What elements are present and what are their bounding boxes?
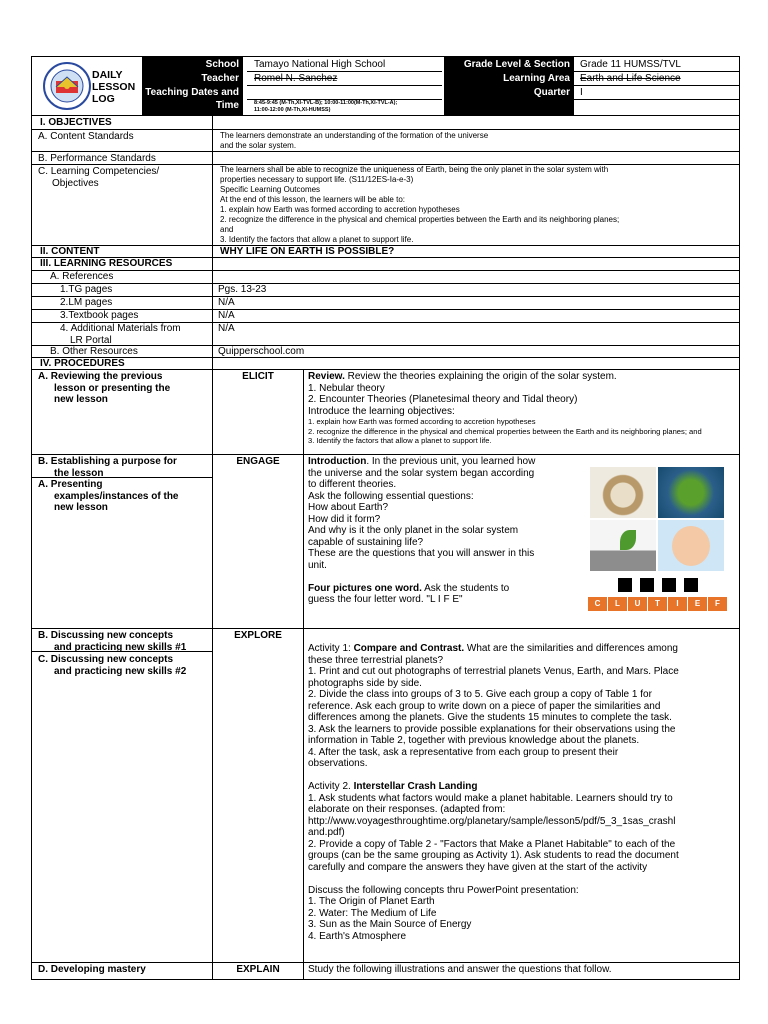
content-value: WHY LIFE ON EARTH IS POSSIBLE?	[220, 246, 395, 257]
learning-area-label: Learning Area	[503, 73, 570, 84]
letter-tile: T	[648, 597, 667, 611]
tg-pages-value: Pgs. 13-23	[218, 284, 267, 295]
explore-phase: EXPLORE	[234, 630, 282, 641]
daily-lesson-log-title: DAILY LESSON LOG	[92, 69, 136, 105]
engage-phase: ENGAGE	[236, 456, 280, 467]
letter-tile: E	[688, 597, 707, 611]
header-right-labels	[444, 57, 574, 115]
additional-materials-value: N/A	[218, 323, 235, 334]
lesson-log-table	[31, 56, 740, 980]
procedure-c-label: B. Discussing new concepts and practicing new skills #1	[38, 630, 187, 653]
references-label: A. References	[50, 271, 114, 282]
teaching-dates-label: Teaching Dates and	[145, 87, 239, 98]
textbook-pages-label: 3.Textbook pages	[60, 310, 139, 321]
school-value: Tamayo National High School	[254, 59, 386, 70]
letter-tile: C	[588, 597, 607, 611]
procedure-b2-label: A. Presenting examples/instances of the new lesson	[38, 479, 179, 513]
learning-competencies-label: C. Learning Competencies/ Objectives	[38, 166, 160, 189]
explain-phase: EXPLAIN	[236, 964, 280, 975]
elicit-content: Review. Review the theories explaining the origin of the solar system. 1. Nebular theory 2. Encounter Theories (Planetesimal theory and Tidal theory) Introduce the learning objectives: 1. explain how Earth was formed according to accretion hypotheses 2. recognize the difference in the physical and chemical properties between the Earth and its neighboring planes; and 3. Identify the factors that allow a planet to support life.	[308, 371, 702, 446]
letter-tile: U	[628, 597, 647, 611]
nest-image	[590, 467, 656, 518]
learning-competencies-value: The learners shall be able to recognize the uniqueness of Earth, being the only planet in the solar system with properties necessary to support life. (S11/12ES-Ia-e-3) Specific Learning Outcomes At the end of this lesson, the learners will be able to: 1. explain how Earth was formed according to accretion hypotheses 2. recognize the difference in the physical and chemical properties between the Earth and its neighboring planes; and 3. Identify the factors that allow a planet to support life.	[220, 165, 620, 244]
letter-tile: L	[608, 597, 627, 611]
content-label: II. CONTENT	[40, 246, 100, 257]
school-label: School	[205, 59, 239, 70]
time-label: Time	[215, 100, 239, 111]
teaching-dates-value: 8:45-9:45 (M-Th,XI-TVL-B); 10:00-11:00(M-Th,XI-TVL-A); 11:00-12:00 (M-Th,XI-HUMSS)	[254, 100, 398, 113]
procedures-heading: IV. PROCEDURES	[40, 358, 125, 369]
performance-standards-label: B. Performance Standards	[38, 153, 156, 164]
procedure-a-label: A. Reviewing the previous lesson or presenting the new lesson	[38, 371, 171, 405]
header-left-labels	[142, 57, 243, 115]
explain-content: Study the following illustrations and answer the questions that follow.	[308, 964, 612, 975]
learning-resources-heading: III. LEARNING RESOURCES	[40, 258, 173, 269]
other-resources-label: B. Other Resources	[50, 346, 138, 357]
procedure-d-label: D. Developing mastery	[38, 964, 146, 975]
plant-in-cup-image	[658, 467, 724, 518]
quarter-value: I	[580, 87, 583, 98]
seedling-image	[590, 520, 656, 571]
additional-materials-label: 4. Additional Materials from LR Portal	[60, 323, 181, 346]
answer-boxes	[618, 578, 698, 592]
other-resources-value: Quipperschool.com	[218, 346, 305, 357]
elicit-phase: ELICIT	[242, 371, 274, 382]
four-pics-puzzle	[590, 467, 724, 571]
letter-tile: I	[668, 597, 687, 611]
letter-tiles	[588, 597, 729, 611]
tg-pages-label: 1.TG pages	[60, 284, 113, 295]
deped-seal	[42, 61, 92, 111]
content-standards-label: A. Content Standards	[38, 131, 134, 142]
procedure-c2-label: C. Discussing new concepts and practicing new skills #2	[38, 654, 187, 677]
quarter-label: Quarter	[533, 87, 570, 98]
procedure-b-label: B. Establishing a purpose for the lesson	[38, 456, 177, 479]
engage-content: Introduction. In the previous unit, you learned how the universe and the solar system began according to different theories. Ask the following essential questions: How about Earth? How did it form? And why is it the only planet in the solar system capable of sustaining life? These are the questions that you will answer in this unit. Four pictures one word. Ask the students to guess the four letter word. "L I F E"	[308, 456, 536, 605]
baby-image	[658, 520, 724, 571]
grade-level-value: Grade 11 HUMSS/TVL	[580, 59, 681, 70]
learning-area-value: Earth and Life Science	[580, 73, 681, 84]
objectives-heading: I. OBJECTIVES	[40, 117, 112, 128]
grade-level-label: Grade Level & Section	[463, 59, 570, 70]
textbook-pages-value: N/A	[218, 310, 235, 321]
letter-tile: F	[708, 597, 727, 611]
content-standards-value: The learners demonstrate an understanding of the formation of the universe and the solar system.	[220, 131, 489, 150]
lm-pages-value: N/A	[218, 297, 235, 308]
teacher-value: Romel N. Sanchez	[254, 73, 338, 84]
lm-pages-label: 2.LM pages	[60, 297, 113, 308]
teacher-label: Teacher	[201, 73, 239, 84]
explore-content: Activity 1: Compare and Contrast. What are the similarities and differences among these three terrestrial planets? 1. Print and cut out photographs of terrestrial planets Venus, Earth, and Mars. Place photographs side by side. 2. Divide the class into groups of 3 to 5. Give each group a copy of Table 1 for reference. Ask each group to write down on a piece of paper the similarities and differences among the planets. Give the students 15 minutes to complete the task. 3. Ask the learners to provide possible explanations for their observations using the information in Table 2, together with previous knowledge about the planets. 4. After the task, ask a representative from each group to present their observations. Activity 2. Interstellar Crash Landing 1. Ask students what factors would make a planet habitable. Learners should try to elaborate on their responses. (adapted from: http://www.voyagesthroughtime.org/planetary/sample/lesson5/pdf/5_3_1sas_crashl and.pdf) 2. Provide a copy of Table 2 - "Factors that Make a Planet Habitable" to each of the groups (can be the same grouping as Activity 1). Ask students to read the document carefully and compare the answers they have given at the start of the activity Discuss the following concepts thru PowerPoint presentation: 1. The Origin of Planet Earth 2. Water: The Medium of Life 3. Sun as the Main Source of Energy 4. Earth's Atmosphere	[308, 643, 679, 942]
